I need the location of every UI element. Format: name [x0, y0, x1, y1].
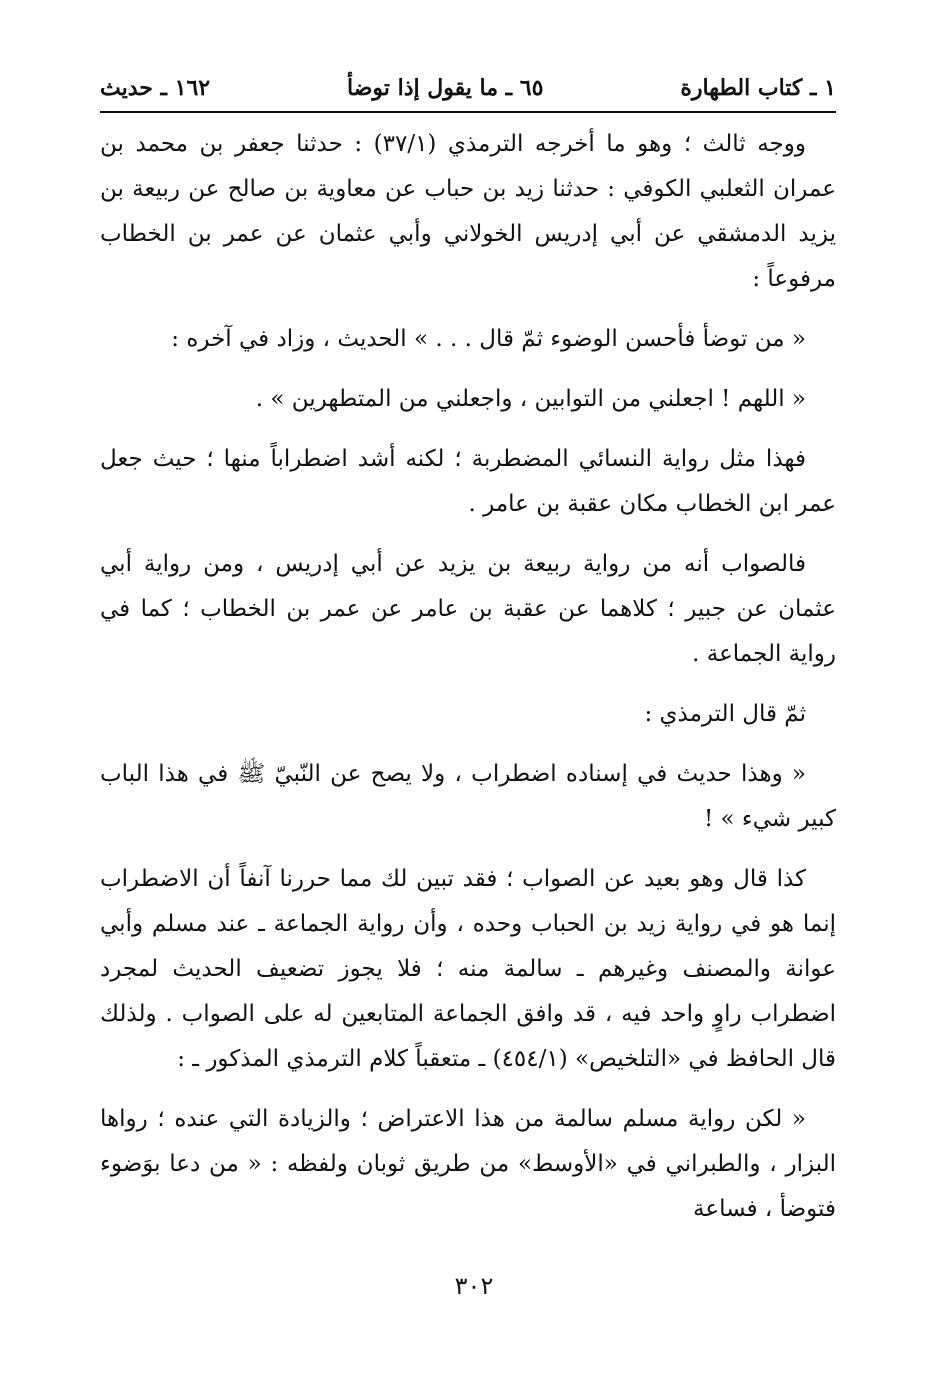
- paragraph-correct-chain: فالصواب أنه من رواية ربيعة بن يزيد عن أبي إدريس ، ومن رواية أبي عثمان عن جبير ؛ كلاهما عن عقبة بن عامر عن عمر بن الخطاب ؛ كما في رواية الجماعة .: [100, 551, 836, 667]
- paragraph-comparison: فهذا مثل رواية النسائي المضطربة ؛ لكنه أشد اضطراباً منها ؛ حيث جعل عمر ابن الخطاب مكان عقبة بن عامر .: [100, 446, 836, 517]
- header-book-title: ١ ـ كتاب الطهارة: [680, 75, 836, 101]
- page-number: ٣٠٢: [454, 1272, 494, 1300]
- header-rule: [100, 111, 836, 113]
- header-hadith-number: ١٦٢ ـ حديث: [100, 75, 211, 101]
- paragraph-tirmidhi-said: ثمّ قال الترمذي :: [644, 701, 806, 727]
- quote-hadith-text: « من توضأ فأحسن الوضوء ثمّ قال . . . » الحديث ، وزاد في آخره :: [171, 326, 806, 352]
- running-header: [100, 68, 836, 108]
- body-text: [100, 122, 836, 1247]
- paragraph-third-aspect: ووجه ثالث ؛ وهو ما أخرجه الترمذي (٣٧/١) : حدثنا جعفر بن محمد بن عمران الثعلبي الكوفي : حدثنا زيد بن حباب عن معاوية بن صالح عن ربيعة بن يزيد الدمشقي عن أبي إدريس الخولاني وأبي عثمان عن عمر بن الخطاب مرفوعاً :: [100, 131, 836, 292]
- header-chapter-title: ٦٥ ـ ما يقول إذا توضأ: [347, 75, 544, 101]
- quote-hafiz: « لكن رواية مسلم سالمة من هذا الاعتراض ؛ والزيادة التي عنده ؛ رواها البزار ، والطبراني في «الأوسط» من طريق ثوبان ولفظه : « من دعا بوَضوء فتوضأ ، فساعة: [100, 1106, 836, 1222]
- quote-dua: « اللهم ! اجعلني من التوابين ، واجعلني من المتطهرين » .: [255, 386, 806, 412]
- quote-tirmidhi: « وهذا حديث في إسناده اضطراب ، ولا يصح عن النّبيّ ﷺ في هذا الباب كبير شيء » !: [100, 761, 836, 832]
- paragraph-rebuttal: كذا قال وهو بعيد عن الصواب ؛ فقد تبين لك مما حررنا آنفاً أن الاضطراب إنما هو في رواية زيد بن الحباب وحده ، وأن رواية الجماعة ـ عند مسلم وأبي عوانة والمصنف وغيرهم ـ سالمة منه ؛ فلا يجوز تضعيف الحديث لمجرد اضطراب راوٍ واحد فيه ، قد وافق الجماعة المتابعين له على الصواب . ولذلك قال الحافظ في «التلخيص» (٤٥٤/١) ـ متعقباً كلام الترمذي المذكور ـ :: [100, 866, 836, 1072]
